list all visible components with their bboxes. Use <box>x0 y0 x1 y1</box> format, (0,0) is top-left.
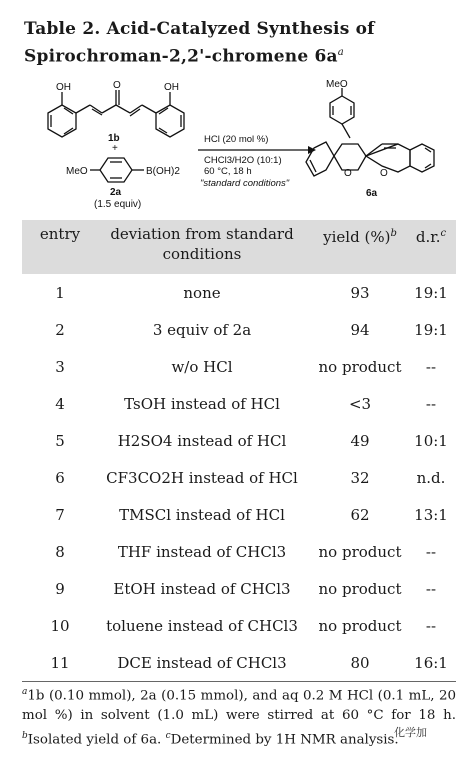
product-label: 6a <box>366 188 378 199</box>
cell-deviation: TsOH instead of HCl <box>124 395 280 413</box>
title-text: Table 2. Acid-Catalyzed Synthesis of Spirochroman-2,2'-chromene 6a <box>24 19 375 67</box>
product-oxygen-right: O <box>380 168 388 179</box>
table-footnotes: $^a$1b (0.10 mmol), 2a (0.15 mmol), and aq 0.2 M HCl (0.1 mL, 20 mol %) in solvent (1.0 mL) were stirred at 60 °C for 18 h. $^b$Isolated yield of 6a. $^c$Determined by 1H NMR analysis. <box>22 687 456 748</box>
cell-deviation: w/o HCl <box>171 358 233 376</box>
table-row <box>22 311 456 348</box>
reactant1-label: 1b <box>108 133 120 144</box>
plus-sign: + <box>112 143 118 154</box>
header-dr: d.r.$^c$ <box>415 228 447 246</box>
watermark: 化学加 <box>394 726 427 739</box>
cell-deviation: none <box>183 284 221 302</box>
cell-entry: 2 <box>55 321 65 339</box>
table-header <box>22 220 456 274</box>
cell-dr: -- <box>425 395 437 413</box>
cell-yield: 32 <box>350 469 370 487</box>
cell-dr: 10:1 <box>414 432 448 450</box>
cell-deviation: TMSCl instead of HCl <box>119 506 285 524</box>
reaction-scheme <box>20 78 460 218</box>
reactant-2a-structure <box>90 158 144 182</box>
cell-yield: no product <box>318 543 402 561</box>
cell-dr: 13:1 <box>414 506 448 524</box>
cell-yield: no product <box>318 617 402 635</box>
header-yield: yield (%)$^b$ <box>323 228 397 246</box>
cell-deviation: H2SO4 instead of HCl <box>117 432 287 450</box>
table-row <box>22 570 456 607</box>
boronic-acid-label: B(OH)2 <box>146 166 180 177</box>
cell-yield: 94 <box>350 321 370 339</box>
table-row <box>22 385 456 422</box>
header-entry: entry <box>39 225 81 243</box>
cell-deviation: 3 equiv of 2a <box>152 321 252 339</box>
cell-dr: -- <box>425 617 437 635</box>
title-footnote-mark: a <box>337 47 344 58</box>
ketone-o-label: O <box>113 80 121 91</box>
cell-entry: 10 <box>50 617 70 635</box>
cell-yield: 49 <box>350 432 370 450</box>
footnote-a: 1b (0.10 mmol), 2a (0.15 mmol), and aq 0.2 M HCl (0.1 mL, 20 mol %) in solvent (1.0 mL) were stirred at 60 °C for 18 h. <box>22 688 456 724</box>
cell-deviation: DCE instead of CHCl3 <box>117 654 287 672</box>
header-deviation: deviation from standard conditions <box>110 225 294 263</box>
table-row <box>22 607 456 644</box>
cell-entry: 1 <box>55 284 65 302</box>
cell-entry: 4 <box>55 395 65 413</box>
oh-label-left: OH <box>56 82 71 93</box>
condition-solvent: CHCl3/H2O (10:1) <box>204 155 282 166</box>
cell-dr: -- <box>425 580 437 598</box>
footnote-c: Determined by 1H NMR analysis. <box>170 732 399 748</box>
cell-dr: -- <box>425 358 437 376</box>
cell-entry: 5 <box>55 432 65 450</box>
cell-yield: <3 <box>348 395 372 413</box>
methoxy-label-6a: MeO <box>326 79 348 90</box>
table-row <box>22 422 456 459</box>
cell-entry: 3 <box>55 358 65 376</box>
cell-entry: 6 <box>55 469 65 487</box>
cell-entry: 11 <box>50 654 70 672</box>
reactant2-label: 2a <box>110 187 122 198</box>
cell-deviation: CF3CO2H instead of HCl <box>106 469 298 487</box>
table-title <box>24 18 464 69</box>
results-table <box>22 220 456 682</box>
reactant-1b-structure <box>48 90 184 137</box>
methoxy-label-2a: MeO <box>66 166 88 177</box>
cell-yield: 62 <box>350 506 370 524</box>
cell-deviation: THF instead of CHCl3 <box>117 543 287 561</box>
cell-entry: 8 <box>55 543 65 561</box>
cell-dr: 19:1 <box>414 284 448 302</box>
standard-conditions-label: "standard conditions" <box>200 178 290 189</box>
cell-dr: n.d. <box>416 469 446 487</box>
cell-yield: no product <box>318 580 402 598</box>
cell-dr: 16:1 <box>414 654 448 672</box>
product-6a-structure <box>306 88 434 176</box>
footnote-b: Isolated yield of 6a. <box>27 732 162 748</box>
oh-label-right: OH <box>164 82 179 93</box>
cell-yield: 93 <box>350 284 370 302</box>
cell-entry: 7 <box>55 506 65 524</box>
cell-deviation: toluene instead of CHCl3 <box>106 617 298 635</box>
product-oxygen-left: O <box>344 168 352 179</box>
table-row <box>22 644 456 681</box>
condition-acid: HCl (20 mol %) <box>204 134 269 145</box>
cell-deviation: EtOH instead of CHCl3 <box>113 580 291 598</box>
condition-temperature: 60 °C, 18 h <box>204 166 252 177</box>
table-row <box>22 348 456 385</box>
table-row <box>22 496 456 533</box>
cell-yield: 80 <box>350 654 370 672</box>
table-row <box>22 459 456 496</box>
cell-dr: -- <box>425 543 437 561</box>
cell-yield: no product <box>318 358 402 376</box>
cell-entry: 9 <box>55 580 65 598</box>
reactant2-equiv: (1.5 equiv) <box>94 199 142 210</box>
table-row <box>22 274 456 311</box>
table-row <box>22 533 456 570</box>
cell-dr: 19:1 <box>414 321 448 339</box>
